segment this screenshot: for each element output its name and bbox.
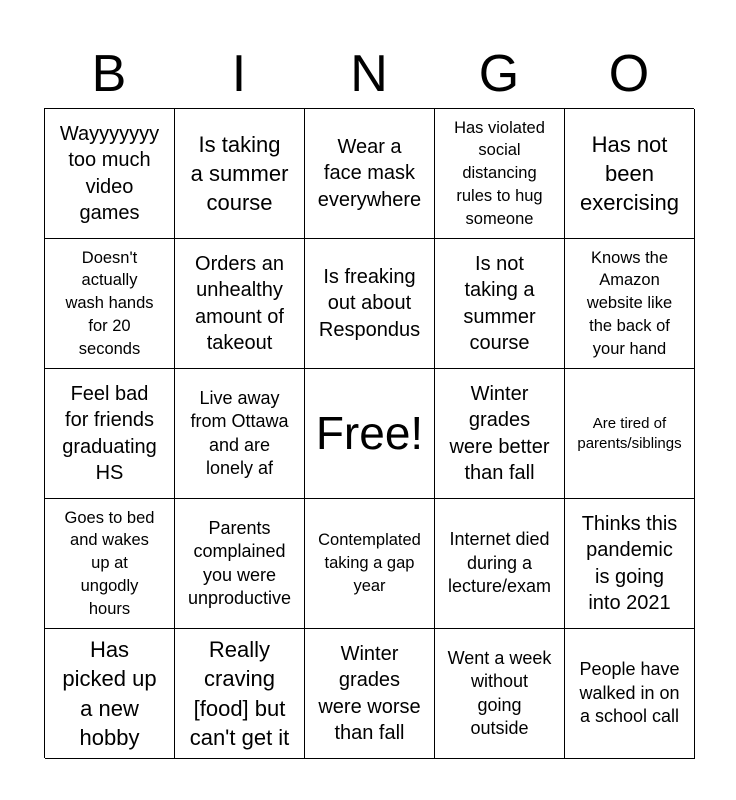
bingo-header — [44, 40, 694, 108]
bingo-cell[interactable] — [565, 239, 695, 369]
bingo-cell[interactable] — [305, 629, 435, 759]
bingo-cell[interactable] — [435, 629, 565, 759]
cell-text: Contemplated taking a gap year — [318, 531, 421, 595]
header-letter-i: I — [231, 45, 247, 103]
cell-text: Doesn't actually wash hands for 20 seconds — [65, 248, 154, 358]
bingo-cell[interactable] — [305, 499, 435, 629]
bingo-cell[interactable] — [305, 239, 435, 369]
bingo-cell[interactable] — [45, 369, 175, 499]
cell-text: Wayyyyyyy too much video games — [59, 122, 160, 224]
header-letter-b: B — [91, 45, 127, 103]
free-space-text: Free! — [315, 407, 424, 460]
cell-text: Really craving [food] but can't get it — [189, 637, 290, 750]
header-letter-o: O — [608, 45, 650, 103]
cell-text: Goes to bed and wakes up at ungodly hours — [64, 508, 155, 618]
bingo-cell[interactable] — [565, 369, 695, 499]
cell-text: Is taking a summer course — [190, 131, 289, 216]
bingo-cell[interactable] — [45, 629, 175, 759]
cell-text: Has violated social distancing rules to hug someone — [454, 118, 545, 228]
cell-text: People have walked in on a school call — [579, 659, 680, 727]
bingo-cell[interactable] — [565, 109, 695, 239]
bingo-cell[interactable] — [45, 239, 175, 369]
bingo-cell[interactable] — [175, 499, 305, 629]
bingo-grid — [44, 108, 694, 758]
cell-text: Is not taking a summer course — [463, 252, 536, 354]
bingo-cell[interactable] — [435, 239, 565, 369]
bingo-cell[interactable] — [565, 499, 695, 629]
bingo-cell[interactable] — [435, 499, 565, 629]
cell-text: Are tired of parents/siblings — [577, 415, 682, 452]
cell-text: Parents complained you were unproductive — [187, 517, 292, 608]
cell-text: Went a week without going outside — [447, 647, 552, 738]
bingo-cell[interactable] — [175, 109, 305, 239]
bingo-cell[interactable] — [435, 109, 565, 239]
bingo-cell[interactable] — [175, 629, 305, 759]
cell-text: Live away from Ottawa and are lonely af — [190, 387, 289, 478]
cell-text: Internet died during a lecture/exam — [447, 529, 552, 597]
cell-text: Winter grades were better than fall — [449, 382, 550, 484]
cell-text: Is freaking out about Respondus — [318, 265, 421, 341]
bingo-cell[interactable] — [305, 109, 435, 239]
bingo-cell[interactable] — [45, 499, 175, 629]
cell-text: Has not been exercising — [579, 131, 680, 216]
cell-text: Feel bad for friends graduating HS — [62, 382, 157, 484]
header-letter-g: G — [478, 45, 520, 103]
cell-text: Has picked up a new hobby — [62, 637, 157, 750]
cell-text: Knows the Amazon website like the back of your hand — [586, 248, 673, 358]
cell-text: Thinks this pandemic is going into 2021 — [581, 512, 678, 614]
cell-text: Orders an unhealthy amount of takeout — [195, 252, 284, 354]
bingo-cell[interactable] — [45, 109, 175, 239]
cell-text: Winter grades were worse than fall — [318, 642, 421, 744]
bingo-cell[interactable] — [435, 369, 565, 499]
free-space[interactable] — [305, 369, 435, 499]
bingo-cell[interactable] — [175, 239, 305, 369]
bingo-cell[interactable] — [175, 369, 305, 499]
cell-text: Wear a face mask everywhere — [317, 135, 422, 211]
bingo-cell[interactable] — [565, 629, 695, 759]
header-letter-n: N — [350, 45, 388, 103]
